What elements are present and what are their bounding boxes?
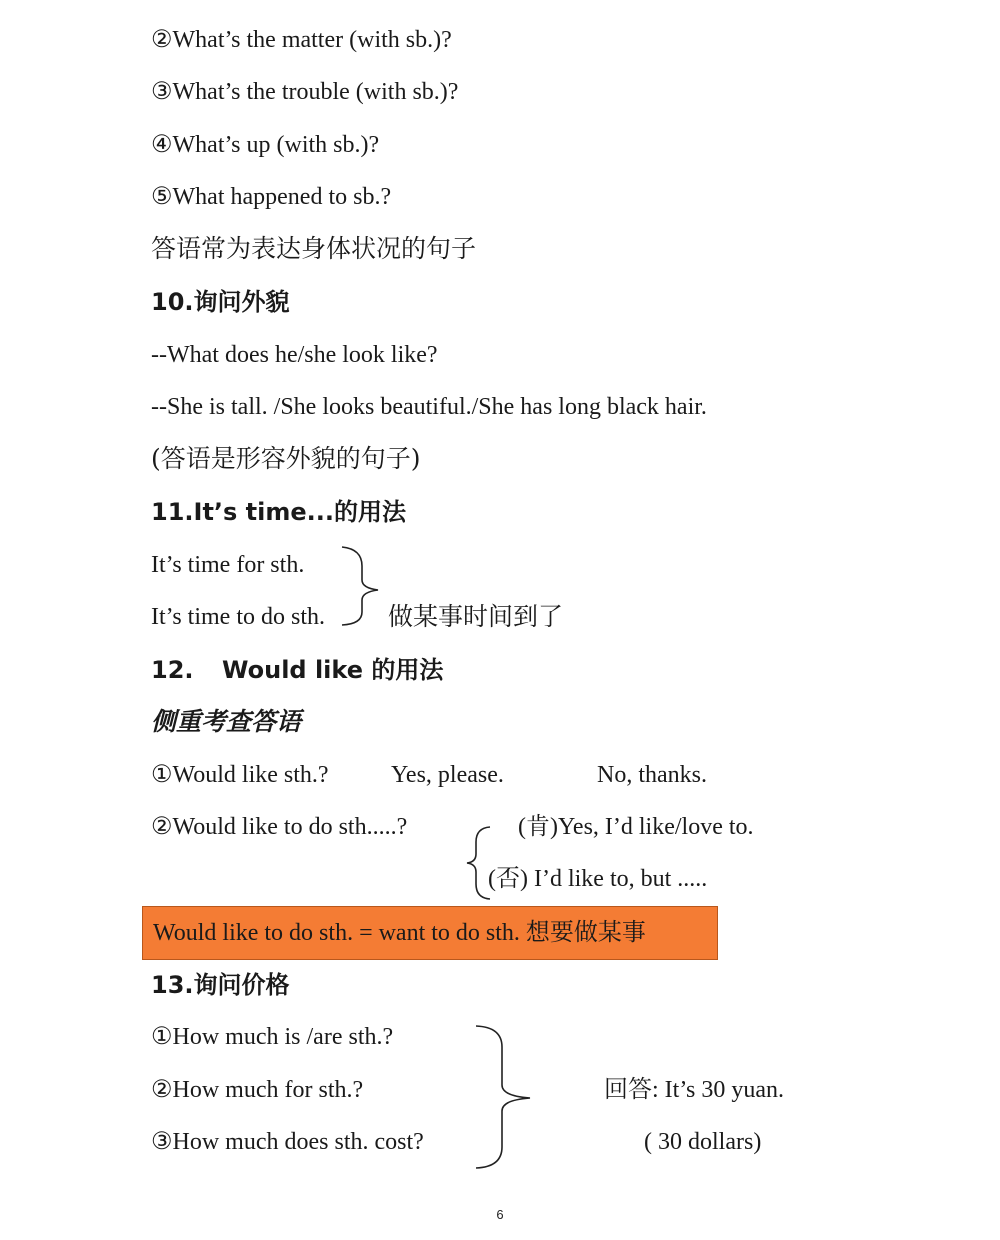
sec13-answer: 回答: It’s 30 yuan. (604, 1077, 784, 1103)
brace-right-sec11 (340, 546, 380, 626)
sec13-q3: ③How much does sth. cost? (151, 1129, 424, 1155)
sec12-row2-question: ②Would like to do sth.....? (151, 814, 408, 840)
sec12-row1-question: ①Would like sth.? (151, 762, 329, 788)
line-whats-the-trouble: ③What’s the trouble (with sb.)? (151, 79, 459, 105)
sec13-q2: ②How much for sth.? (151, 1077, 364, 1103)
line-what-happened: ⑤What happened to sb.? (151, 184, 392, 210)
sec10-note: (答语是形容外貌的句子) (151, 444, 421, 473)
section-13-heading: 13.询问价格 (151, 971, 290, 999)
sec12-highlight-box (142, 906, 718, 960)
sec12-row2-no: (否) I’d like to, but ..... (488, 866, 708, 892)
line-whats-up: ④What’s up (with sb.)? (151, 132, 380, 158)
line-whats-the-matter: ②What’s the matter (with sb.)? (151, 27, 452, 53)
sec13-q1: ①How much is /are sth.? (151, 1024, 394, 1050)
section-12-heading-text: Would like 的用法 (222, 656, 444, 684)
sec12-row2-yes: (肯)Yes, I’d like/love to. (518, 814, 754, 840)
section-12-heading-num: 12. (151, 656, 194, 684)
sec12-row1-yes: Yes, please. (391, 762, 504, 788)
sec10-answer: --She is tall. /She looks beautiful./She has long black hair. (151, 394, 707, 420)
sec11-time-for: It’s time for sth. (151, 552, 305, 578)
line-answer-note: 答语常为表达身体状况的句子 (151, 234, 477, 263)
sec10-question: --What does he/she look like? (151, 342, 438, 368)
sec11-meaning: 做某事时间到了 (388, 602, 564, 631)
page-number: 6 (496, 1207, 504, 1222)
sec13-answer-dollars: ( 30 dollars) (644, 1129, 762, 1155)
sec12-highlight-text: Would like to do sth. = want to do sth. 想要做某事 (153, 920, 646, 946)
brace-right-sec13 (474, 1025, 534, 1170)
section-11-heading: 11.It’s time...的用法 (151, 498, 407, 526)
sec12-row1-no: No, thanks. (597, 762, 707, 788)
sec12-subheading: 侧重考查答语 (151, 707, 302, 736)
sec11-time-to: It’s time to do sth. (151, 604, 325, 630)
section-10-heading: 10.询问外貌 (151, 288, 290, 316)
